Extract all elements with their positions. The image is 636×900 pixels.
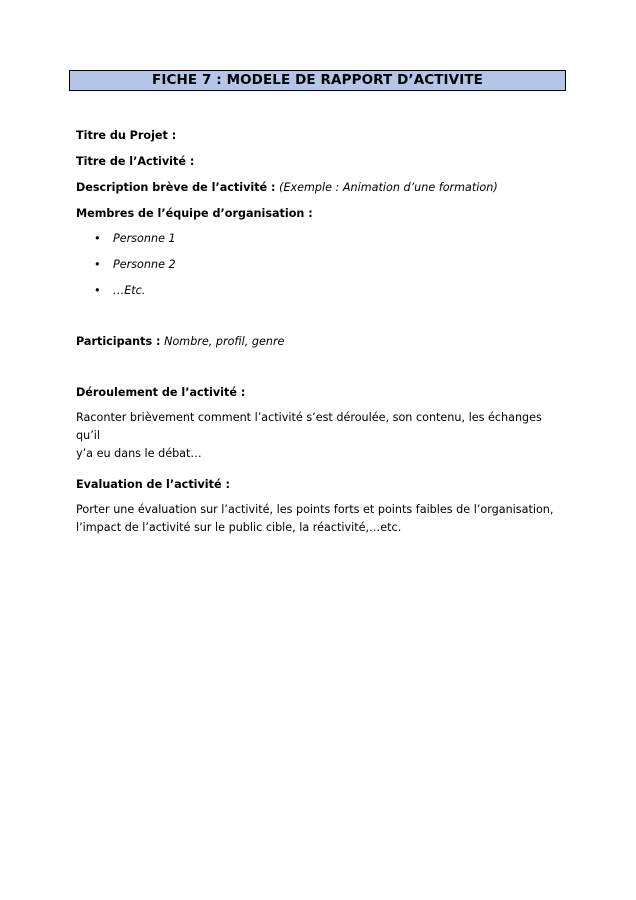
evaluation-heading: Evaluation de l’activité : (76, 478, 230, 491)
description-label: Description brève de l’activité : (76, 181, 276, 194)
document-title: FICHE 7 : MODELE DE RAPPORT D’ACTIVITE (69, 70, 566, 91)
list-item: Personne 1 (113, 232, 176, 245)
bullet-icon: • (94, 232, 101, 245)
description-example: (Exemple : Animation d’une formation) (279, 181, 498, 194)
project-title-label: Titre du Projet : (76, 129, 177, 142)
list-item: …Etc. (113, 284, 146, 297)
bullet-icon: • (94, 284, 101, 297)
deroulement-text (76, 409, 556, 463)
participants-label: Participants : (76, 335, 161, 348)
deroulement-text-line: y’a eu dans le débat… (76, 447, 202, 460)
deroulement-heading: Déroulement de l’activité : (76, 386, 246, 399)
participants-value: Nombre, profil, genre (164, 335, 285, 348)
evaluation-text-line: l’impact de l’activité sur le public cible, la réactivité,…etc. (76, 521, 402, 534)
activity-title-label: Titre de l’Activité : (76, 155, 195, 168)
bullet-icon: • (94, 258, 101, 271)
evaluation-text-line: Porter une évaluation sur l’activité, les points forts et points faibles de l’organisation, (76, 503, 554, 516)
list-item: Personne 2 (113, 258, 176, 271)
deroulement-text-line: Raconter brièvement comment l’activité s’est déroulée, son contenu, les échanges qu’il (76, 411, 542, 442)
participants-line (76, 334, 284, 349)
description-line (76, 180, 498, 195)
evaluation-text (76, 501, 556, 537)
team-label: Membres de l’équipe d’organisation : (76, 207, 313, 220)
